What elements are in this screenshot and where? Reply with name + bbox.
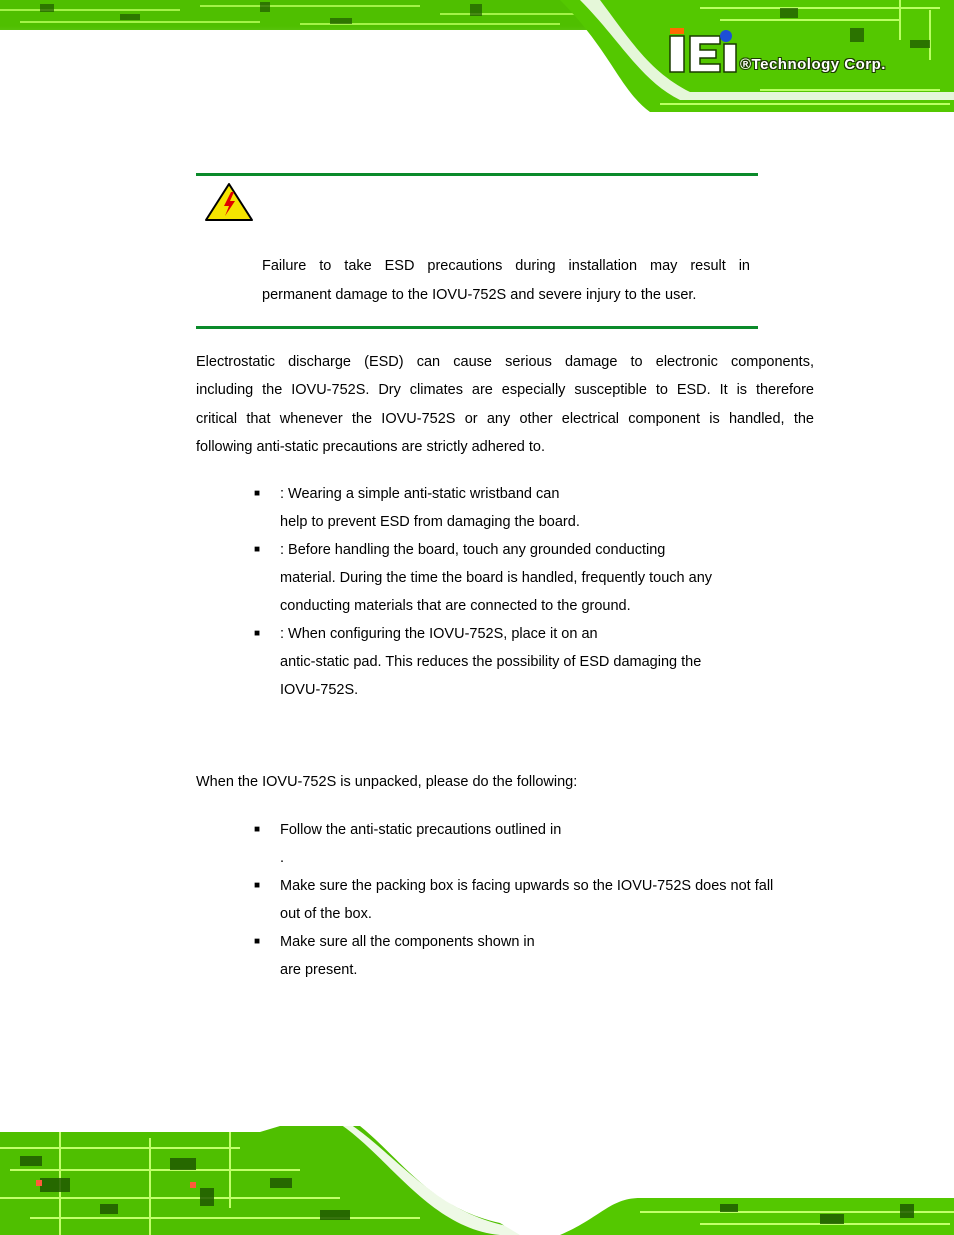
bullet-square-icon: ■: [254, 824, 261, 835]
warning-line: Failure to take ESD precautions during installation may result in: [262, 258, 750, 274]
list-item-line: : Before handling the board, touch any grounded conducting: [280, 542, 666, 558]
company-logo-text: ®Technology Corp.: [740, 56, 886, 73]
warning-message: [262, 252, 750, 310]
paragraph-line: including the IOVU-752S. Dry climates are especially susceptible to ESD. It is therefore: [196, 382, 814, 399]
bullet-square-icon: ■: [254, 936, 261, 947]
list-item-line: : When configuring the IOVU-752S, place it on an: [280, 626, 598, 642]
paragraph-line: critical that whenever the IOVU-752S or any other electrical component is handled, the: [196, 410, 814, 427]
warning-line: permanent damage to the IOVU-752S and severe injury to the user.: [262, 287, 697, 303]
paragraph-line: When the IOVU-752S is unpacked, please do the following:: [196, 774, 578, 790]
unpacking-list: [254, 816, 814, 984]
paragraph-line: following anti-static precautions are strictly adhered to.: [196, 438, 545, 455]
footer-pcb-banner: [0, 1118, 954, 1235]
list-item-line: help to prevent ESD from damaging the board.: [280, 514, 580, 530]
warning-lightning-icon: [204, 182, 254, 222]
list-item-line: Make sure all the components shown in are present.: [280, 934, 535, 978]
bullet-square-icon: ■: [254, 880, 261, 891]
unpacking-intro: [196, 768, 814, 796]
list-item-line: IOVU-752S.: [280, 682, 359, 698]
list-item-line: Follow the anti-static precautions outlined in .: [280, 822, 562, 866]
list-item: [254, 480, 814, 536]
list-item-line: material. During the time the board is handled, frequently touch any: [280, 570, 713, 586]
list-item-line: Make sure the packing box is facing upwards so the IOVU-752S does not fall: [280, 878, 774, 894]
bullet-square-icon: ■: [254, 488, 261, 499]
list-item: [254, 620, 814, 704]
list-item-line: out of the box.: [280, 906, 372, 922]
bullet-square-icon: ■: [254, 544, 261, 555]
esd-precautions-list: [254, 480, 814, 704]
esd-intro-paragraph: [196, 348, 814, 461]
paragraph-line: Electrostatic discharge (ESD) can cause serious damage to electronic components,: [196, 354, 814, 370]
list-item-line: : Wearing a simple anti-static wristband can: [280, 486, 560, 502]
list-item-line: antic-static pad. This reduces the possibility of ESD damaging the: [280, 654, 702, 670]
list-item: [254, 536, 814, 620]
list-item-line: conducting materials that are connected to the ground.: [280, 598, 631, 614]
warning-bottom-rule: [196, 326, 758, 329]
list-item: [254, 816, 814, 872]
warning-top-rule: [196, 173, 758, 176]
list-item: [254, 928, 814, 984]
bullet-square-icon: ■: [254, 628, 261, 639]
list-item: [254, 872, 814, 928]
